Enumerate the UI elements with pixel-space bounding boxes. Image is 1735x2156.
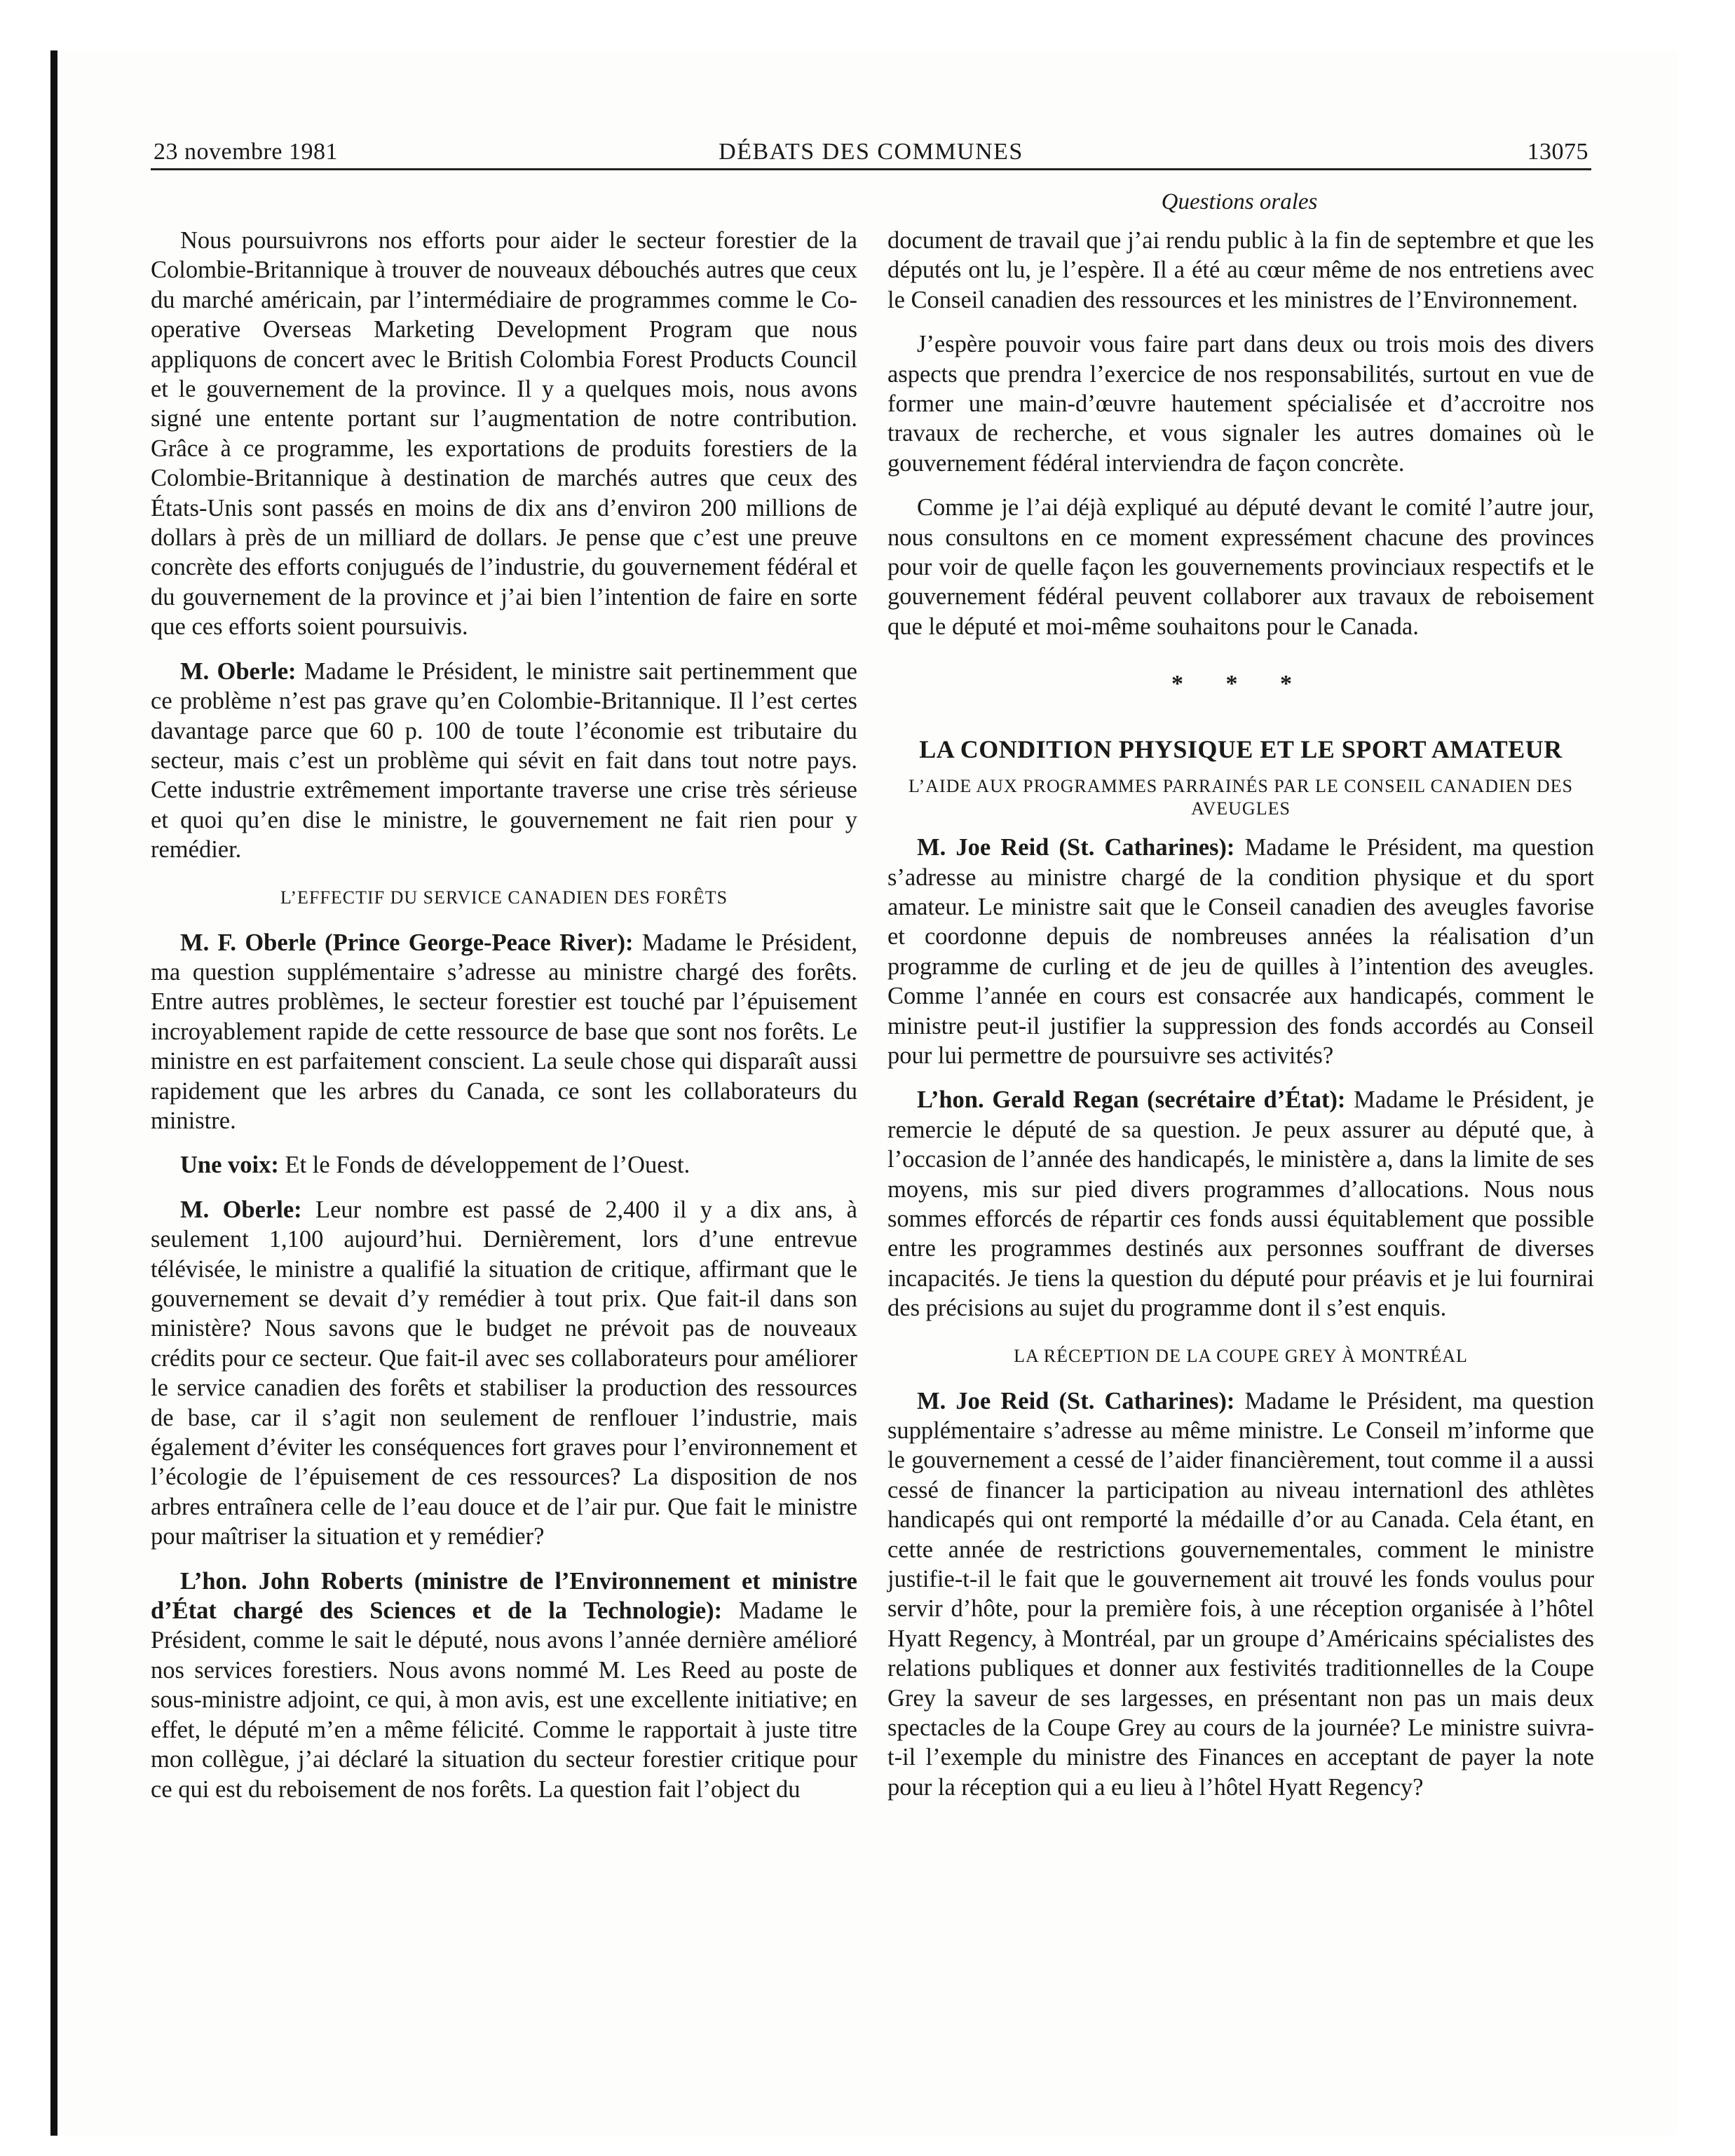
paragraph bbox=[151, 1195, 857, 1552]
speech-text: Madame le Président, comme le sait le député, nous avons l’année dernière amélioré nos services forestiers. Nous avons nommé M. Les Reed au poste de sous-ministre adjoint, ce qui, à mon avis, est une excellente initiative; en effet, le député m’en a même félicité. Comme le rapportait à juste titre mon collègue, j’ai déclaré la situation du secteur forestier critique pour ce qui est du reboisement de nos forêts. La question fait l’object du bbox=[151, 1597, 857, 1803]
speaker-name: Une voix: bbox=[180, 1152, 279, 1179]
paragraph bbox=[887, 1085, 1594, 1323]
speaker-name: L’hon. Gerald Regan (secrétaire d’État): bbox=[917, 1086, 1346, 1114]
paragraph bbox=[887, 833, 1594, 1070]
paragraph bbox=[151, 1567, 857, 1804]
paragraph bbox=[887, 1386, 1594, 1803]
page-header bbox=[151, 133, 1591, 170]
speaker-name: M. Joe Reid (St. Catharines): bbox=[917, 1387, 1235, 1414]
section-heading: LA CONDITION PHYSIQUE ET LE SPORT AMATEUR bbox=[919, 735, 1563, 763]
speech-text: Madame le Président, ma question supplémentaire s’adresse au ministre chargé des forêts. Entre autres problèmes, le secteur forestier est touché par l’épuisement incroyablement rapide de cette ressource de base que sont nos forêts. Le ministre en est parfaitement conscient. La seule chose qui disparaît aussi rapidement que les arbres du Canada, ce sont les collaborateurs du ministre. bbox=[151, 929, 857, 1134]
speech-text: Leur nombre est passé de 2,400 il y a dix ans, à seulement 1,100 aujourd’hui. Dernièrement, lors d’une entrevue télévisée, le ministre a qualifié la situation de critique, affirmant que le gouvernement se devait d’y remédier à tout prix. Que fait-il dans son ministère? Nous savons que le budget ne prévoit pas de nouveaux crédits pour ce secteur. Que fait-il avec ses collaborateurs pour améliorer le service canadien des forêts et stabiliser la production des ressources de base, car il s’agit non seulement de renflouer l’industrie, mais également d’éviter les conséquences fort graves pour l’environnement et l’écologie de l’épuisement de ces ressources? La disposition de nos arbres entraînera celle de l’eau douce et de l’air pur. Que fait le ministre pour maîtriser la situation et y remédier? bbox=[151, 1196, 857, 1550]
speaker-name: L’hon. John Roberts (ministre de l’Environnement et ministre d’État chargé des Sciences et de la Technologie): bbox=[151, 1567, 857, 1625]
speaker-name: M. F. Oberle (Prince George-Peace River): bbox=[180, 929, 634, 956]
right-column bbox=[887, 226, 1594, 1817]
speaker-name: M. Joe Reid (St. Catharines): bbox=[917, 834, 1235, 861]
section-separator: * * * bbox=[1171, 671, 1310, 697]
paragraph: document de travail que j’ai rendu public à la fin de septembre et que les députés ont lu, je l’espère. Il a été au cœur même de nos entretiens avec le Conseil canadien des ressources et les ministres de l’Environnement. bbox=[887, 227, 1594, 313]
speech-text: Madame le Président, ma question supplémentaire s’adresse au même ministre. Le Conseil m’informe que le gouvernement a cessé de l’aider financièrement, tout comme il a aussi cessé de financer la participation au niveau internationl des athlètes handicapés qui ont remporté la médaille d’or au Canada. Cela étant, en cette année de restrictions gouvernementales, comment le ministre justifie-t-il le fait que le gouvernement ait trouvé les fonds voulus pour servir d’hôte, pour la première fois, à une réception organisée à l’hôtel Hyatt Regency, à Montréal, par un groupe d’Américains spécialistes des relations publiques et donner aux festivités traditionnelles de la Coupe Grey la saveur de ses largesses, en présentant non pas un mais deux spectacles de la Coupe Grey au cours de la journée? Le ministre suivra-t-il l’exemple du ministre des Finances en acceptant de payer la note pour la réception qui a eu lieu à l’hôtel Hyatt Regency? bbox=[887, 1387, 1594, 1801]
paragraph: Nous poursuivrons nos efforts pour aider le secteur forestier de la Colombie-Britannique à trouver de nouveaux débouchés autres que ceux du marché américain, par l’intermédiaire de programmes comme le Co-operative Overseas Marketing Development Program que nous appliquons de concert avec le British Colombia Forest Products Council et le gouvernement de la province. Il y a quelques mois, nous avons signé une entente portant sur l’augmentation de notre contribution. Grâce à ce programme, les exportations de produits forestiers de la Colombie-Britannique à destination de marchés autres que ceux des États-Unis sont passés en moins de dix ans d’environ 200 millions de dollars à près de un milliard de dollars. Je pense que c’est une preuve concrète des efforts conjugués de l’industrie, du gouvernement fédéral et du gouvernement de la province et j’ai bien l’intention de faire en sorte que ces efforts soient poursuivis. bbox=[151, 227, 857, 641]
subheading: L’EFFECTIF DU SERVICE CANADIEN DES FORÊTS bbox=[280, 887, 728, 908]
left-column bbox=[151, 226, 857, 1819]
subheading: LA RÉCEPTION DE LA COUPE GREY À MONTRÉAL bbox=[1014, 1345, 1468, 1366]
header-page-number: 13075 bbox=[1527, 139, 1588, 165]
header-title: DÉBATS DES COMMUNES bbox=[719, 139, 1023, 165]
paragraph bbox=[151, 1150, 857, 1180]
header-date: 23 novembre 1981 bbox=[154, 139, 338, 165]
section-tag: Questions orales bbox=[1161, 189, 1318, 214]
speaker-name: M. Oberle: bbox=[180, 657, 297, 685]
speaker-name: M. Oberle: bbox=[180, 1196, 302, 1223]
speech-text: Madame le Président, je remercie le député de sa question. Je peux assurer au député que, à l’occasion de l’année des handicapés, le ministère a, dans la limite de ses moyens, mis sur pied divers programmes d’allocations. Nous nous sommes efforcés de répartir ces fonds aussi équitablement que possible entre les programmes destinés aux personnes souffrant de diverses incapacités. Je tiens la question du député pour préavis et je lui fournirai des précisions au sujet du programme dont il s’est enquis. bbox=[887, 1086, 1594, 1322]
paragraph bbox=[151, 928, 857, 1136]
speech-text: Madame le Président, le ministre sait pertinemment que ce problème n’est pas grave qu’en Colombie-Britannique. Il l’est certes davantage parce que 60 p. 100 de toute l’économie est tributaire du secteur, mais c’est un problème qui sévit en fait dans tout notre pays. Cette industrie extrêmement importante traverse une crise très sérieuse et quoi qu’en dise le ministre, le gouvernement ne fait rien pour y remédier. bbox=[151, 657, 857, 864]
subheading: L’AIDE AUX PROGRAMMES PARRAINÉS PAR LE CONSEIL CANADIEN DES AVEUGLES bbox=[909, 776, 1573, 819]
paragraph: Comme je l’ai déjà expliqué au député devant le comité l’autre jour, nous consultons en ce moment expressément chacune des provinces pour voir de quelle façon les gouvernements provinciaux respectifs et le gouvernement fédéral peuvent collaborer aux travaux de reboisement que le député et moi-même souhaitons pour le Canada. bbox=[887, 494, 1594, 640]
scan-edge-bar bbox=[50, 50, 57, 2136]
speech-text: Et le Fonds de développement de l’Ouest. bbox=[278, 1152, 690, 1179]
speech-text: Madame le Président, ma question s’adresse au ministre chargé de la condition physique et du sport amateur. Le ministre sait que le Conseil canadien des aveugles favorise et coordonne depuis de nombreuses années la réalisation d’un programme de curling et de jeu de quilles à l’intention des aveugles. Comme l’année en cours est consacrée aux handicapés, comment le ministre peut-il justifier la suppression des fonds accordés au Conseil pour lui permettre de poursuivre ses activités? bbox=[887, 834, 1594, 1069]
paragraph bbox=[151, 657, 857, 865]
paragraph: J’espère pouvoir vous faire part dans deux ou trois mois des divers aspects que prendra l’exercice de nos responsabilités, surtout en vue de former une main-d’œuvre hautement spécialisée et d’accroitre nos travaux de recherche, et vous signaler les autres domaines où le gouvernement fédéral interviendra de façon concrète. bbox=[887, 331, 1594, 477]
